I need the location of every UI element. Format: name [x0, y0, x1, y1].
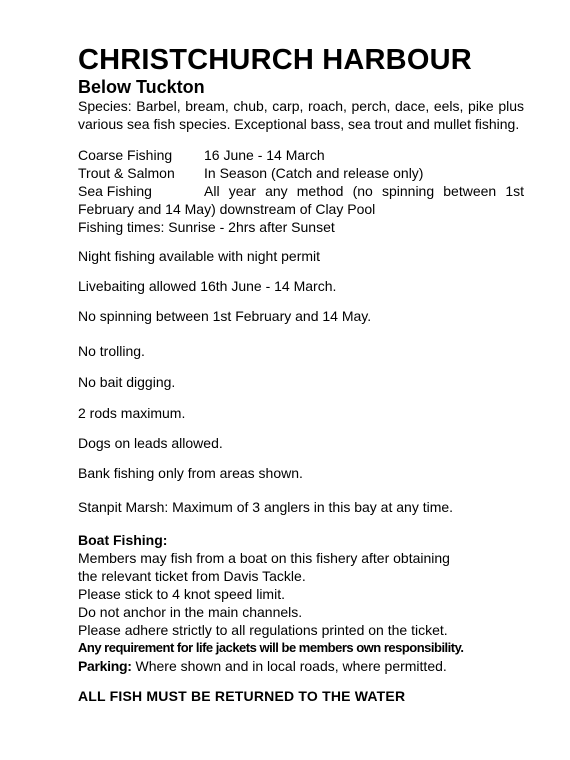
rule-bank-fishing: Bank fishing only from areas shown. — [78, 465, 303, 481]
seasons-section — [78, 146, 524, 236]
season-row-sea — [78, 182, 524, 218]
fishery-notice — [78, 44, 524, 705]
rule-stanpit-marsh: Stanpit Marsh: Maximum of 3 anglers in this bay at any time. — [78, 499, 454, 515]
season-row-coarse — [78, 146, 524, 164]
species-paragraph: Species: Barbel, bream, chub, carp, roach, perch, dace, eels, pike plus various sea fish species. Exceptional bass, sea trout and mullet fishing. — [78, 98, 524, 132]
rule-no-bait-digging: No bait digging. — [78, 374, 176, 390]
rule-night-fishing: Night fishing available with night permit — [78, 248, 321, 264]
season-value-trout: In Season (Catch and release only) — [204, 165, 424, 181]
parking-label: Parking: — [78, 658, 132, 674]
footer-notice: ALL FISH MUST BE RETURNED TO THE WATER — [78, 688, 406, 704]
boat-fishing-section — [78, 531, 524, 675]
season-label-coarse: Coarse Fishing — [78, 147, 173, 163]
boat-line-2: the relevant ticket from Davis Tackle. — [78, 568, 306, 584]
fishing-times: Fishing times: Sunrise - 2hrs after Sunset — [78, 219, 335, 235]
season-label-trout: Trout & Salmon — [78, 165, 175, 181]
rule-no-spinning: No spinning between 1st February and 14 May. — [78, 308, 372, 324]
parking-line — [78, 657, 524, 675]
boat-line-1: Members may fish from a boat on this fishery after obtaining — [78, 550, 450, 566]
season-label-sea: Sea Fishing — [78, 183, 152, 199]
season-row-trout — [78, 164, 524, 182]
parking-value: Where shown and in local roads, where permitted. — [131, 658, 447, 674]
life-jackets-notice: Any requirement for life jackets will be members own responsibility. — [78, 640, 464, 655]
page-title: CHRISTCHURCH HARBOUR — [78, 44, 472, 76]
boat-fishing-heading: Boat Fishing: — [78, 532, 168, 548]
boat-line-5: Please adhere strictly to all regulations printed on the ticket. — [78, 622, 448, 638]
boat-line-3: Please stick to 4 knot speed limit. — [78, 586, 285, 602]
rule-dogs-on-leads: Dogs on leads allowed. — [78, 435, 223, 451]
rule-livebaiting: Livebaiting allowed 16th June - 14 March. — [78, 278, 337, 294]
rule-no-trolling: No trolling. — [78, 343, 145, 359]
season-value-sea: All year any method (no spinning between 1st February and 14 May) downstream of Clay Pool — [78, 183, 524, 217]
rule-rods-maximum: 2 rods maximum. — [78, 405, 186, 421]
page-subtitle: Below Tuckton — [78, 77, 205, 97]
boat-line-4: Do not anchor in the main channels. — [78, 604, 303, 620]
season-value-coarse: 16 June - 14 March — [204, 147, 325, 163]
rules-list — [78, 247, 524, 516]
